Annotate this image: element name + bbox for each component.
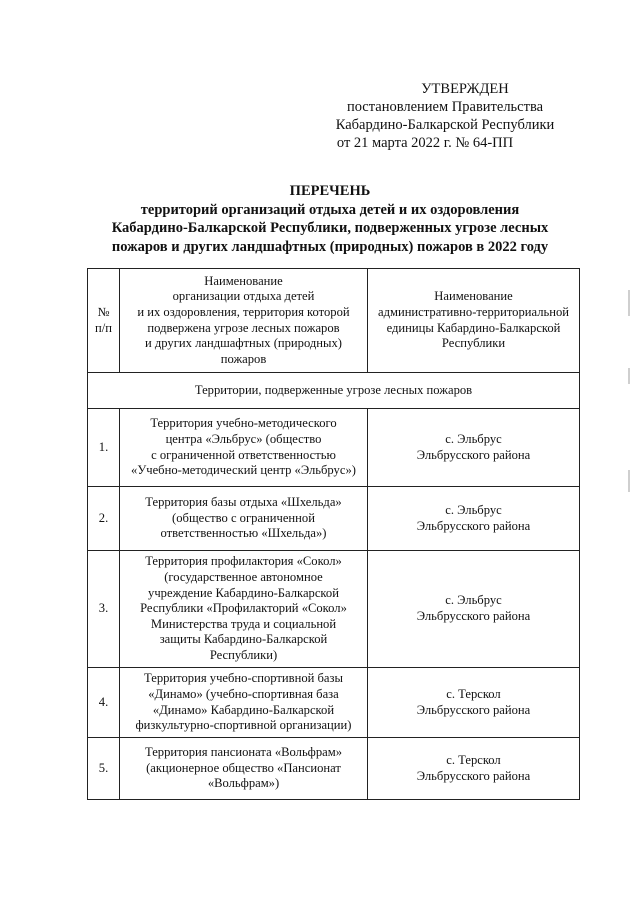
header-unit [368,269,580,373]
cell-line: Министерства труда и социальной [150,616,337,631]
cell-line: (акционерное общество «Пансионат [146,760,341,775]
cell-line: с. Эльбрус [445,431,502,446]
cell-line: «Динамо» Кабардино-Балкарской [152,702,335,717]
cell-line: Наименование [204,273,283,288]
scan-artifact [628,470,630,492]
cell-line: с. Эльбрус [445,593,502,608]
table-row [88,551,580,668]
cell-line: ответственностью «Шхельда») [160,526,327,541]
title-heading: ПЕРЕЧЕНЬ [289,183,371,199]
cell-line: Эльбрусского района [416,518,531,533]
cell-line: организации отдыха детей [172,289,315,304]
cell-line: № [97,304,110,319]
table-row [88,487,580,551]
cell-line: «Учебно-методический центр «Эльбрус») [131,463,356,478]
table-row [88,668,580,738]
cell-line: пожаров [220,351,267,366]
section-row [88,373,580,409]
title-line: пожаров и других ландшафтных (природных) пожаров в 2022 году [111,238,549,255]
cell-line: Территория учебно-спортивной базы [144,671,343,686]
cell-line: административно-территориальной [377,304,569,319]
cell-line: Территория профилактория «Сокол» [145,554,342,569]
cell-line: «Динамо» (учебно-спортивная база [148,686,339,701]
header-organization [120,269,368,373]
approval-block [300,80,590,152]
document-title [60,182,600,256]
cell-line: Эльбрусского района [416,768,531,783]
row-organization [120,738,368,800]
cell-line: защиты Кабардино-Балкарской [159,632,328,647]
row-unit [368,409,580,487]
cell-line: подвержена угрозе лесных пожаров [147,320,340,335]
cell-line: учреждение Кабардино-Балкарской [148,585,339,600]
table-row [88,738,580,800]
row-unit [368,738,580,800]
cell-line: с. Терскол [446,752,501,767]
cell-line: и других ландшафтных (природных) [145,336,342,351]
cell-line: с. Терскол [446,686,501,701]
header-number [88,269,120,373]
scan-artifact [628,368,630,384]
cell-line: Республики «Профилакторий «Сокол» [140,601,347,616]
cell-line: (общество с ограниченной [172,510,315,525]
cell-line: Эльбрусского района [416,609,531,623]
row-number: 2. [88,487,120,551]
row-number: 3. [88,551,120,668]
cell-line: Территория базы отдыха «Шхельда» [145,495,342,510]
cell-line: Территория учебно-методического [150,416,337,431]
cell-line: физкультурно-спортивной организации) [135,718,352,733]
cell-line: Эльбрусского района [416,702,531,717]
row-organization [120,551,368,668]
title-line: Кабардино-Балкарской Республики, подверженных угрозе лесных [111,220,549,236]
territory-table [87,268,580,800]
section-title: Территории, подверженные угрозе лесных пожаров [88,373,580,409]
row-organization [120,409,368,487]
row-unit [368,551,580,668]
title-line: территорий организаций отдыха детей и их оздоровления [140,201,520,218]
row-unit [368,487,580,551]
row-organization [120,668,368,738]
cell-line: Эльбрусского района [416,447,531,462]
row-unit [368,668,580,738]
cell-line: п/п [95,320,112,335]
table-header-row [88,269,580,373]
cell-line: Республики [441,336,506,351]
cell-line: Республики) [209,647,278,662]
cell-line: с ограниченной ответственностью [151,447,336,462]
approval-heading: УТВЕРЖДЕН [421,81,509,97]
cell-line: центра «Эльбрус» (общество [165,431,322,446]
row-number: 5. [88,738,120,800]
cell-line: и их оздоровления, территория которой [137,304,350,319]
cell-line: «Вольфрам») [207,776,280,791]
row-organization [120,487,368,551]
cell-line: Территория пансионата «Вольфрам» [144,745,342,760]
cell-line: с. Эльбрус [445,502,502,517]
approval-date: от 21 марта 2022 г. № 64-ПП [336,135,514,151]
row-number: 4. [88,668,120,738]
row-number: 1. [88,409,120,487]
table-row [88,409,580,487]
approval-line: Кабардино-Балкарской Республики [335,117,555,133]
cell-line: (государственное автономное [164,570,323,585]
approval-line: постановлением Правительства [346,99,544,115]
scan-artifact [628,290,630,316]
cell-line: единицы Кабардино-Балкарской [386,320,561,335]
cell-line: Наименование [434,289,513,304]
